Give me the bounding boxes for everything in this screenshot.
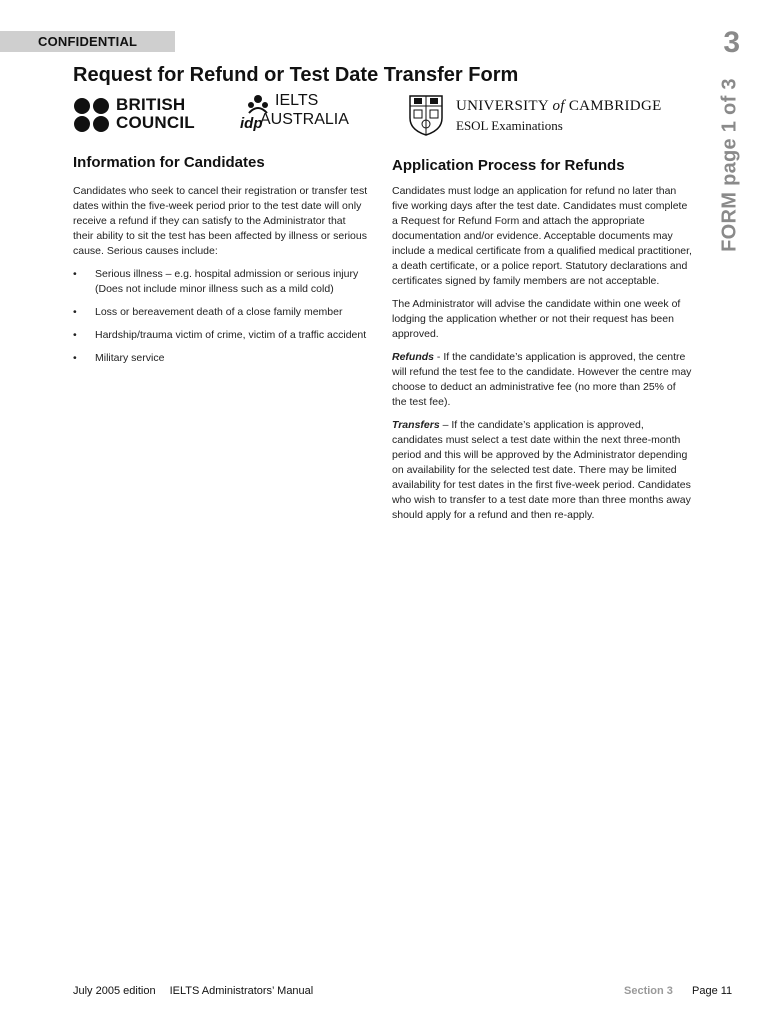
info-candidates-body: [73, 184, 368, 374]
ielts-australia-logo: [238, 92, 378, 134]
cambridge-crest-icon: [408, 94, 444, 136]
refunds-process-body: [392, 184, 692, 531]
footer-page-number: Page 11: [692, 985, 733, 997]
idp-text: idp: [240, 115, 263, 132]
british-council-dots-icon: [73, 97, 111, 133]
page-title: Request for Refund or Test Date Transfer Form: [73, 64, 519, 86]
manual-name: IELTS Administrators’ Manual: [169, 985, 314, 997]
administrator-advice-paragraph: The Administrator will advise the candidate within one week of lodging the application whether or not their request has been approved.: [392, 298, 681, 340]
british-council-line2: COUNCIL: [116, 113, 195, 132]
footer-edition: [73, 985, 313, 997]
form-number: 3: [723, 26, 740, 59]
british-council-line1: BRITISH: [116, 95, 186, 114]
info-intro: Candidates who seek to cancel their registration or transfer test dates within the five-week period prior to the test date will only receive a refund if they can satisfy to the Administrator that their ability to sit the test has been affected by illness or serious cause. Serious causes include:: [73, 185, 368, 257]
cambridge-name: UNIVERSITY of CAMBRIDGE: [456, 98, 662, 114]
ielts-text: IELTS: [275, 92, 319, 109]
transfers-paragraph: Transfers – If the candidate’s application is approved, candidates must select a test date within the next three-month period and this will be approved by the Administrator depending on availability for the selected test date. There may be limited availability for test dates in the first five-week period. Candidates who wish to transfer to a test date more than three months away should apply for a refund and then re-apply.: [392, 419, 691, 521]
confidential-banner: [0, 31, 175, 52]
list-item: • Loss or bereavement death of a close family member: [73, 306, 343, 318]
british-council-logo: [73, 96, 213, 134]
form-page-text: FORM page 1 of 3: [718, 78, 741, 252]
refunds-process-heading: Application Process for Refunds: [392, 157, 625, 174]
cambridge-esol-logo: [408, 94, 678, 138]
list-item: • Military service: [73, 352, 165, 364]
info-candidates-heading: Information for Candidates: [73, 154, 265, 171]
form-page-indicator: [705, 70, 755, 260]
serious-causes-list: [73, 267, 368, 366]
edition-text: July 2005 edition: [73, 985, 156, 997]
list-item: • Serious illness – e.g. hospital admission or serious injury (Does not include minor illness such as a mild cold): [73, 268, 359, 295]
esol-examinations: ESOL Examinations: [456, 118, 563, 133]
refund-lodge-paragraph: Candidates must lodge an application for refund no later than five working days after the test date. Candidates must complete a Request for Refund Form and attach the appropriate documentation and/or evidence. Acceptable documents may include a medical certificate from a qualified medical practitioner, a death certificate, or a police report. Statutory declarations and certificates signed by family members are not acceptable.: [392, 185, 692, 287]
refunds-paragraph: Refunds - If the candidate’s application is approved, the centre will refund the test fee to the candidate. However the centre may choose to deduct an administrative fee (no more than 25% of the test fee).: [392, 351, 692, 408]
australia-text: AUSTRALIA: [260, 111, 349, 128]
footer-section: Section 3: [624, 985, 673, 997]
list-item: • Hardship/trauma victim of crime, victim of a traffic accident: [73, 329, 367, 341]
confidential-label: CONFIDENTIAL: [38, 34, 138, 49]
